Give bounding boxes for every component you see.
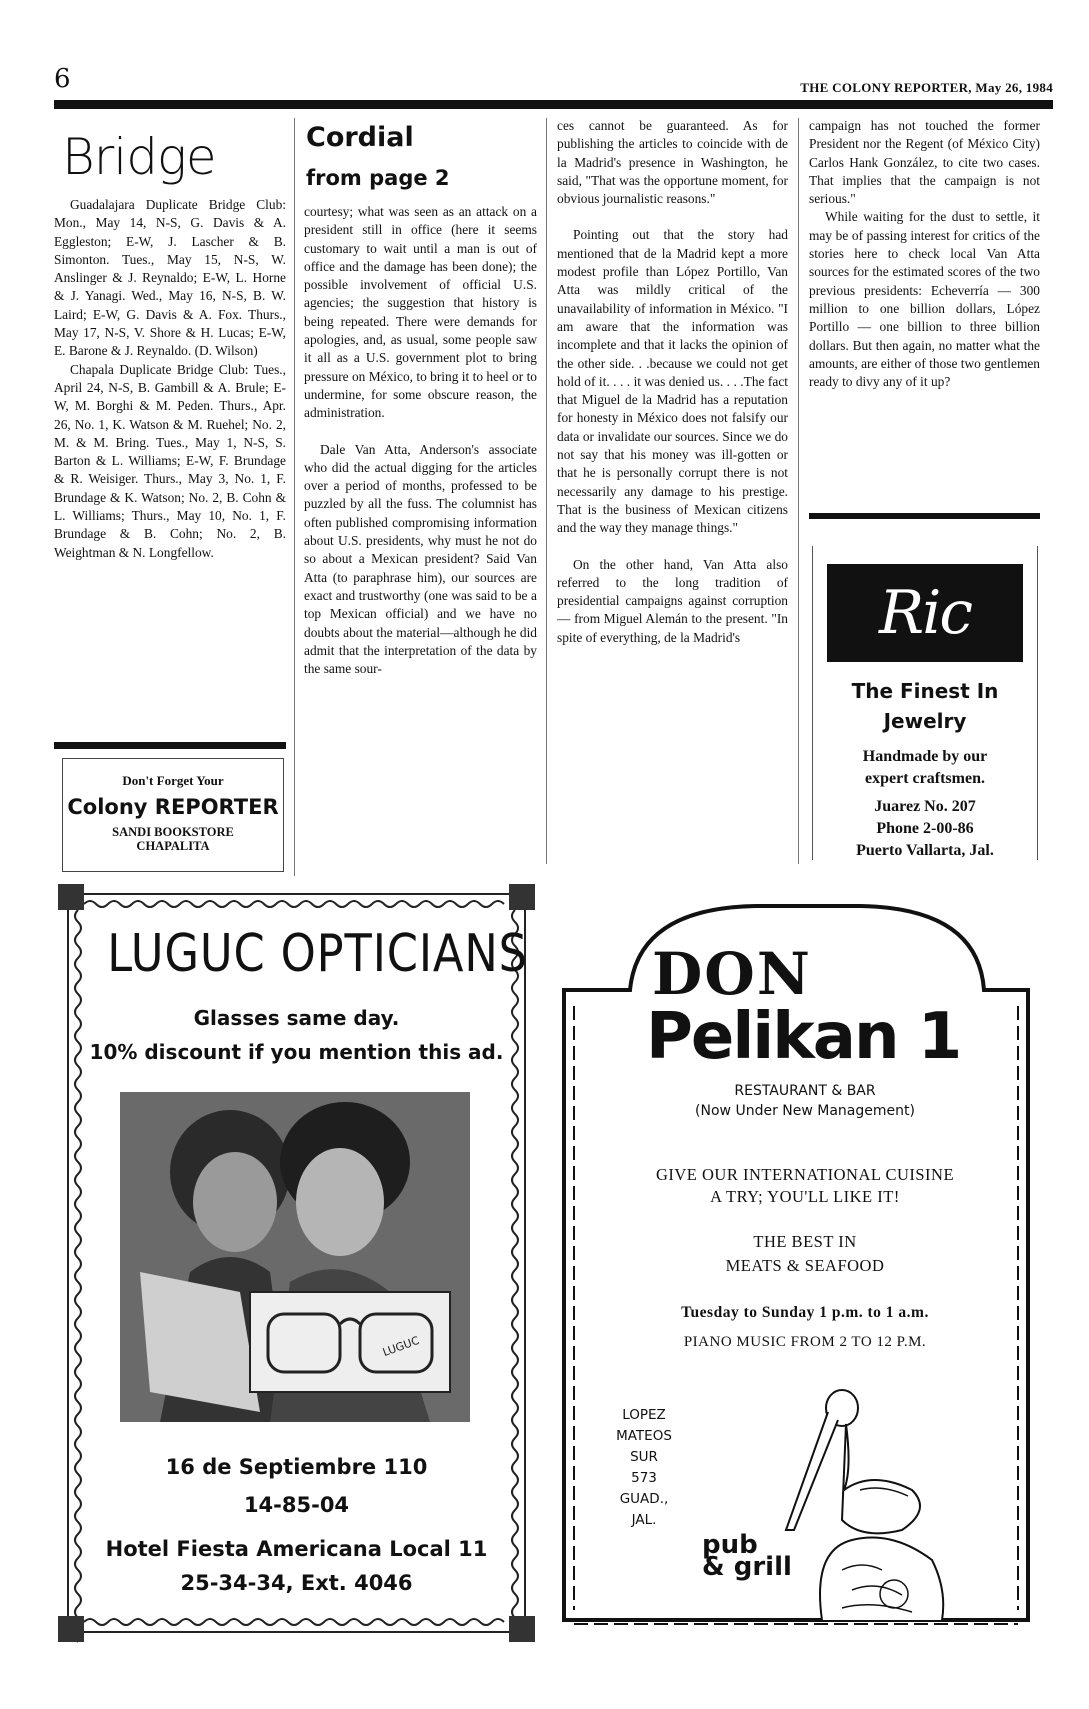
luguc-phone1: 14-85-04 bbox=[243, 1493, 350, 1517]
header-rule bbox=[54, 100, 1053, 109]
column-rule bbox=[798, 118, 799, 864]
column-rule bbox=[546, 118, 547, 864]
address-line: JAL. bbox=[631, 1512, 657, 1528]
article-paragraph: On the other hand, Van Atta also referred to the long tradition of presidential campaigns against corruption — from Miguel Alemán to the present. "In spite of everything, de la Madrid's bbox=[557, 556, 788, 645]
ric-line4: Phone 2-00-86 bbox=[876, 820, 974, 837]
cordial-subtitle: from page 2 bbox=[306, 166, 450, 190]
ric-jewelry-ad bbox=[812, 546, 1038, 860]
pelikan-best2: MEATS & SEAFOOD bbox=[725, 1256, 885, 1275]
luguc-address1: 16 de Septiembre 110 bbox=[165, 1455, 428, 1479]
ric-tagline1: The Finest In bbox=[851, 679, 999, 703]
cordial-paragraph: Dale Van Atta, Anderson's associate who did the actual digging for the articles over a period of months, professed to be puzzled by all the fuss. The columnist has often published compromising information about U.S. presidents, why must he not do so about a Mexican president? Said Van Atta (to paraphrase him), our sources are exact and trustworthy (one was said to be a top Mexican official) and we have no doubts about the material—although he did admit that the interpretation of the data by the same sour- bbox=[304, 441, 537, 677]
pelikan-title: Pelikan 1 bbox=[646, 1000, 961, 1074]
ric-tagline2: Jewelry bbox=[883, 709, 967, 733]
article-paragraph: Pointing out that the story had mentioned that de la Madrid kept a more modest profile than López Portillo, Van Atta was mildly critical of the unavailability of information in México. "I am aware that the information was incomplete and that it lacks the opinion of the other side. . .because we could not get hold of it. . . . it was denied us. . . .The fact that Miguel de la Madrid has a reputation for honesty in México does not falsify our data or invalidate our sources. Since we do not say that his money was ill-gotten or that he is personally corrupt there is not necessarily any damage to his prestige. That is the business of Mexican citizens and the way they manage things." bbox=[557, 227, 788, 536]
pelikan-type: RESTAURANT & BAR bbox=[734, 1083, 876, 1099]
page-number: 6 bbox=[54, 64, 71, 94]
don-pelikan-ad bbox=[560, 880, 1050, 1640]
ric-line1: Handmade by our bbox=[862, 748, 988, 765]
colony-ad-line2: Colony REPORTER bbox=[67, 795, 279, 819]
luguc-tagline1: Glasses same day. bbox=[193, 1006, 400, 1030]
publication-line: THE COLONY REPORTER, May 26, 1984 bbox=[800, 80, 1053, 95]
pelikan-address bbox=[604, 1405, 684, 1531]
pelikan-hours: Tuesday to Sunday 1 p.m. to 1 a.m. bbox=[681, 1304, 929, 1321]
pelikan-management: (Now Under New Management) bbox=[695, 1103, 915, 1119]
address-line: GUAD., bbox=[619, 1491, 669, 1507]
luguc-phone2: 25-34-34, Ext. 4046 bbox=[180, 1571, 413, 1595]
pub-grill-logo bbox=[702, 1530, 792, 1582]
ric-line3: Juarez No. 207 bbox=[874, 798, 976, 815]
bridge-title: Bridge bbox=[62, 128, 216, 186]
colony-reporter-ad bbox=[62, 758, 284, 872]
cordial-article-end bbox=[809, 117, 1040, 391]
don-title: DON bbox=[652, 940, 812, 1008]
cordial-article-continued bbox=[557, 117, 788, 647]
address-line: LOPEZ bbox=[622, 1407, 666, 1423]
address-line: SUR bbox=[630, 1449, 658, 1465]
pelikan-piano: PIANO MUSIC FROM 2 TO 12 P.M. bbox=[683, 1334, 927, 1350]
grill-text: & grill bbox=[702, 1552, 792, 1582]
cordial-article bbox=[304, 203, 537, 678]
luguc-name: LUGUC OPTICIANS bbox=[107, 924, 528, 984]
article-paragraph: campaign has not touched the former President nor the Regent (of México City) Carlos Hank González, to cite two cases. That implies that the campaign is not serious." bbox=[809, 118, 1040, 207]
column-rule bbox=[294, 118, 295, 876]
glasses-brand: LUGUC bbox=[380, 1333, 421, 1360]
address-line: MATEOS bbox=[616, 1428, 672, 1444]
pelikan-cta2: A TRY; YOU'LL LIKE IT! bbox=[710, 1187, 900, 1206]
ric-line5: Puerto Vallarta, Jal. bbox=[856, 842, 994, 859]
section-rule bbox=[54, 742, 286, 749]
address-line: 573 bbox=[631, 1470, 657, 1486]
pelican-illustration bbox=[782, 1380, 952, 1620]
colony-ad-line3: SANDI BOOKSTORE bbox=[112, 825, 234, 839]
section-rule bbox=[809, 513, 1040, 519]
cordial-title: Cordial bbox=[306, 122, 414, 153]
ric-line2: expert craftsmen. bbox=[865, 770, 985, 787]
pub-text: pub bbox=[702, 1530, 758, 1560]
couple-photo bbox=[120, 1092, 470, 1422]
colony-ad-line1: Don't Forget Your bbox=[122, 773, 224, 788]
article-paragraph: ces cannot be guaranteed. As for publishing the articles to coincide with de la Madrid's presence in Washington, he said, "That was the opportune moment, for obvious journalistic reasons." bbox=[557, 118, 788, 207]
bridge-paragraph: Guadalajara Duplicate Bridge Club: Mon., May 14, N-S, G. Davis & A. Eggleston; E-W, J. Lascher & B. Simonton. Tues., May 15, N-S, W. Anslinger & J. Reynaldo; E-W, L. Horne & J. Yanagi. Wed., May 16, N-S, B. W. Laird; E-W, G. Davis & A. Fox. Thurs., May 17, N-S, V. Shore & H. Lucas; E-W, E. Barone & J. Reynaldo. (D. Wilson) bbox=[54, 197, 286, 359]
pelikan-cta1: GIVE OUR INTERNATIONAL CUISINE bbox=[655, 1165, 955, 1184]
pelikan-best1: THE BEST IN bbox=[753, 1232, 857, 1251]
cordial-paragraph: courtesy; what was seen as an attack on a president still in office (here it seems customary to wait until a man is out of office and the damage has been done); the possible involvement of official U.S. agencies; the suggestion that history is being repeated. There were demands for apologies, and, as usual, some people saw it all as a U.S. government plot to bring pressure on México, to bring it to heel or to undermine, for some obscure reason, the administration. bbox=[304, 204, 537, 421]
bridge-article bbox=[54, 196, 286, 562]
luguc-opticians-ad bbox=[54, 880, 539, 1646]
colony-ad-line4: CHAPALITA bbox=[136, 839, 210, 853]
article-paragraph: While waiting for the dust to settle, it may be of passing interest for critics of the stories here to check local Van Atta sources for the estimated scores of the two previous presidents: Echeverría — 300 million to one billion dollars, López Portillo — one billion to three billion dollars. But then again, no matter what the amounts, are either of those two gentlemen ready to divy any of it up? bbox=[809, 209, 1040, 390]
luguc-address bbox=[54, 1448, 539, 1524]
ric-logo: Ric bbox=[827, 564, 1023, 662]
luguc-hotel-address bbox=[54, 1532, 539, 1600]
luguc-tagline2: 10% discount if you mention this ad. bbox=[89, 1040, 504, 1064]
bridge-paragraph: Chapala Duplicate Bridge Club: Tues., April 24, N-S, B. Gambill & A. Brule; E-W, M. Borghi & M. Peden. Thurs., Apr. 26, No. 1, K. Watson & M. Ruehel; No. 2, M. & M. Bring. Tues., May 1, N-S, S. Barton & L. Williams; E-W, F. Brundage & R. Weisiger. Thurs., May 3, No. 1, F. Brundage & K. Watson; No. 2, B. Cohn & L. Williams; Thurs., May 10, No. 1, F. Brundage & B. Cohn; No. 2, B. Weightman & N. Longfellow. bbox=[54, 361, 286, 560]
luguc-hotel: Hotel Fiesta Americana Local 11 bbox=[105, 1537, 488, 1561]
